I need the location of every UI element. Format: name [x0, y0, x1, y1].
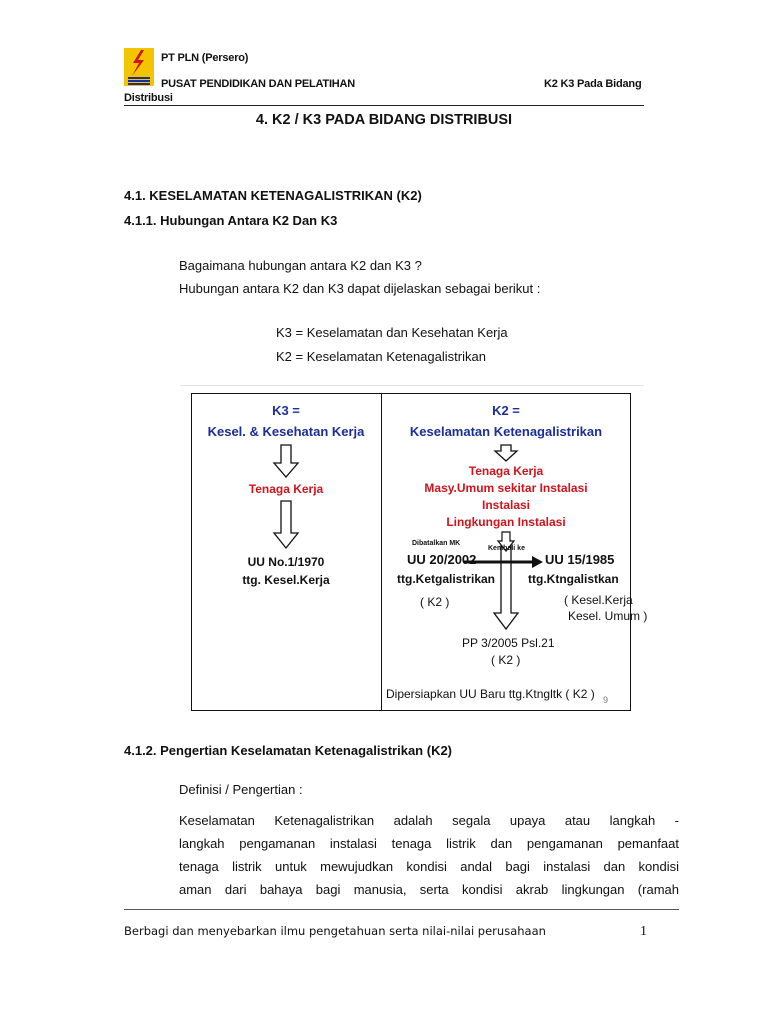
down-arrow-icon	[495, 445, 517, 461]
left-subject: Tenaga Kerja	[248, 482, 324, 496]
section-4-1-2-heading: 4.1.2. Pengertian Keselamatan Ketenagalistrikan (K2)	[124, 743, 453, 758]
footer-text: Berbagi dan menyebarkan ilmu pengetahuan serta nilai-nilai perusahaan	[124, 924, 546, 938]
left-law-2: ttg. Kesel.Kerja	[242, 573, 330, 587]
slide-number: 9	[603, 695, 609, 705]
paragraph-line: aman dari bahaya bagi manusia, serta kondisi akrab lingkungan (ramah	[179, 882, 679, 897]
chapter-title: 4. K2 / K3 PADA BIDANG DISTRIBUSI	[255, 112, 513, 128]
section-4-1-heading: 4.1. KESELAMATAN KETENAGALISTRIKAN (K2)	[124, 188, 422, 203]
paragraph-line: langkah pengamanan instalasi tenaga listrik dan pengamanan pemanfaat	[179, 836, 679, 851]
return-label: Kembali ke	[488, 545, 525, 552]
doc-title-cont: Distribusi	[124, 92, 173, 104]
right-subject-3: Instalasi	[481, 498, 531, 512]
down-arrow-icon	[274, 501, 298, 548]
right-subject-2: Masy.Umum sekitar Instalasi	[424, 481, 588, 495]
prepared-note: Dipersiapkan UU Baru ttg.Ktngltk ( K2 )	[386, 687, 595, 701]
definition-label: Definisi / Pengertian :	[179, 782, 303, 797]
left-law-1: UU No.1/1970	[247, 555, 325, 569]
law-1985-1: UU 15/1985	[545, 552, 615, 567]
company-name: PT PLN (Persero)	[161, 52, 249, 64]
right-subject-4: Lingkungan Instalasi	[446, 515, 566, 529]
right-arrow-icon	[532, 556, 543, 568]
right-title-2: Keselamatan Ketenagalistrikan	[409, 424, 603, 439]
pp-line-2: ( K2 )	[491, 653, 521, 667]
paragraph-line: Keselamatan Ketenagalistrikan adalah segala upaya atau langkah -	[179, 813, 679, 828]
down-arrow-icon	[494, 541, 518, 629]
law-1985-note-1: ( Kesel.Kerja	[564, 593, 633, 607]
left-title-1: K3 =	[272, 403, 300, 418]
header-rule	[124, 105, 644, 106]
right-title-1: K2 =	[492, 403, 520, 418]
question-text: Bagaimana hubungan antara K2 dan K3 ?	[179, 258, 422, 273]
def-k2: K2 = Keselamatan Ketenagalistrikan	[276, 349, 486, 364]
footer-rule	[124, 909, 679, 910]
left-title-2: Kesel. & Kesehatan Kerja	[207, 424, 365, 439]
law-1985-note-2: Kesel. Umum )	[568, 609, 648, 623]
paragraph-line: tenaga listrik untuk mewujudkan kondisi andal bagi instalasi dan kondisi	[179, 859, 679, 874]
pln-logo-icon	[124, 48, 154, 86]
section-4-1-1-heading: 4.1.1. Hubungan Antara K2 Dan K3	[124, 213, 338, 228]
law-1985-2: ttg.Ktngalistkan	[528, 572, 619, 586]
law-2002-2: ttg.Ketgalistrikan	[397, 572, 496, 586]
law-2002-1: UU 20/2002	[407, 552, 477, 567]
answer-intro: Hubungan antara K2 dan K3 dapat dijelaskan sebagai berikut :	[179, 281, 541, 296]
doc-title: K2 K3 Pada Bidang	[544, 78, 642, 90]
law-2002-tag: ( K2 )	[420, 595, 450, 609]
right-subject-1: Tenaga Kerja	[468, 464, 544, 478]
down-arrow-icon	[274, 445, 298, 477]
unit-name: PUSAT PENDIDIKAN DAN PELATIHAN	[161, 78, 356, 90]
annulled-label: Dibatalkan MK	[412, 540, 461, 547]
def-k3: K3 = Keselamatan dan Kesehatan Kerja	[276, 325, 508, 340]
page-number: 1	[640, 924, 647, 939]
pp-line-1: PP 3/2005 Psl.21	[462, 636, 555, 650]
